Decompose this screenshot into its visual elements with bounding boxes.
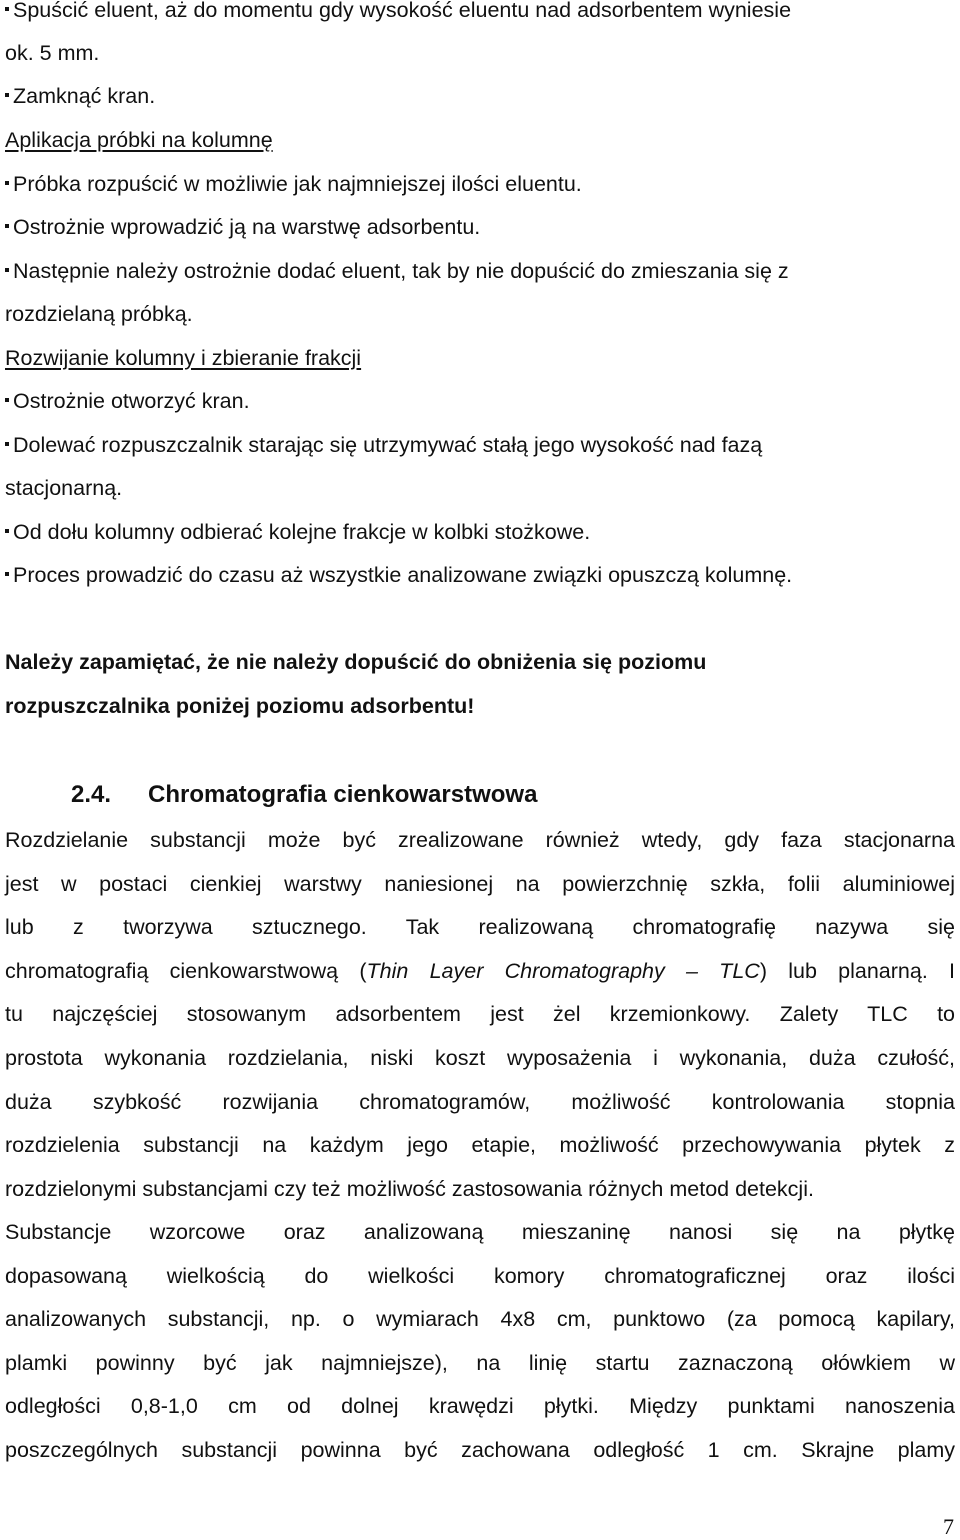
continuation-line: stacjonarną. [5, 476, 123, 500]
bullet-marker [5, 268, 9, 272]
bullet-line [5, 0, 791, 23]
bullet-marker [5, 224, 9, 228]
subheading-sample-application: Aplikacja próbki na kolumnę [5, 128, 273, 152]
bullet-marker [5, 529, 9, 533]
section-number: 2.4. [71, 781, 112, 808]
page-number: 7 [943, 1514, 954, 1539]
line-text: chromatografią cienkowarstwową ( [5, 959, 367, 983]
line-text: Próbka rozpuścić w możliwie jak najmniejszej ilości eluentu. [13, 172, 582, 196]
line-text: Od dołu kolumny odbierać kolejne frakcje w kolbki stożkowe. [13, 520, 591, 544]
bullet-line [5, 562, 792, 588]
line-text: Następnie należy ostrożnie dodać eluent, tak by nie dopuścić do zmieszania się z [13, 259, 789, 283]
line-text: Zamknąć kran. [13, 84, 156, 108]
line-text: Proces prowadzić do czasu aż wszystkie analizowane związki opuszczą kolumnę. [13, 563, 793, 587]
paragraph-line: plamki powinny być jak najmniejsze), na linię startu zaznaczoną ołówkiem w [5, 1351, 955, 1375]
line-text: Ostrożnie wprowadzić ją na warstwę adsorbentu. [13, 215, 481, 239]
warning-line: Należy zapamiętać, że nie należy dopuścić do obniżenia się poziomu [5, 650, 707, 674]
continuation-line: ok. 5 mm. [5, 41, 100, 65]
paragraph-line: duża szybkość rozwijania chromatogramów, możliwość kontrolowania stopnia [5, 1090, 955, 1114]
paragraph-line: prostota wykonania rozdzielania, niski koszt wyposażenia i wykonania, duża czułość, [5, 1046, 955, 1070]
tlc-term: Thin Layer Chromatography – TLC [366, 959, 760, 983]
line-text: Ostrożnie otworzyć kran. [13, 389, 250, 413]
paragraph-line: dopasowaną wielkością do wielkości komory chromatograficznej oraz ilości [5, 1264, 955, 1288]
line-text: ) lub planarną. I [759, 959, 956, 983]
bullet-line [5, 519, 590, 545]
paragraph-line: Rozdzielanie substancji może być zrealizowane również wtedy, gdy faza stacjonarna [5, 828, 955, 852]
bullet-line [5, 171, 582, 197]
paragraph-line: lub z tworzywa sztucznego. Tak realizowaną chromatografię nazywa się [5, 915, 955, 939]
paragraph-line: Substancje wzorcowe oraz analizowaną mieszaninę nanosi się na płytkę [5, 1220, 955, 1244]
paragraph-line: odległości 0,8-1,0 cm od dolnej krawędzi płytki. Między punktami nanoszenia [5, 1394, 955, 1418]
bullet-marker [5, 442, 9, 446]
bullet-line [5, 83, 155, 109]
warning-line: rozpuszczalnika poniżej poziomu adsorbentu! [5, 694, 475, 718]
bullet-line [5, 258, 789, 284]
bullet-marker [5, 181, 9, 185]
paragraph-line: rozdzielonymi substancjami czy też możliwość zastosowania różnych metod detekcji. [5, 1177, 814, 1201]
paragraph-line: rozdzielenia substancji na każdym jego etapie, możliwość przechowywania płytek z [5, 1133, 955, 1157]
continuation-line: rozdzielaną próbką. [5, 302, 193, 326]
bullet-marker [5, 572, 9, 576]
bullet-line [5, 388, 250, 414]
paragraph-line [5, 958, 955, 984]
paragraph-line: jest w postaci cienkiej warstwy naniesionej na powierzchnię szkła, folii aluminiowej [5, 872, 955, 896]
bullet-marker [5, 7, 9, 11]
paragraph-line: tu najczęściej stosowanym adsorbentem jest żel krzemionkowy. Zalety TLC to [5, 1002, 955, 1026]
line-text: Dolewać rozpuszczalnik starając się utrzymywać stałą jego wysokość nad fazą [13, 433, 763, 457]
paragraph-line: poszczególnych substancji powinna być zachowana odległość 1 cm. Skrajne plamy [5, 1438, 955, 1462]
bullet-marker [5, 398, 9, 402]
paragraph-line: analizowanych substancji, np. o wymiarach 4x8 cm, punktowo (za pomocą kapilary, [5, 1307, 955, 1331]
line-text: Spuścić eluent, aż do momentu gdy wysokość eluentu nad adsorbentem wyniesie [13, 0, 792, 22]
bullet-line [5, 214, 480, 240]
bullet-marker [5, 93, 9, 97]
subheading-column-development: Rozwijanie kolumny i zbieranie frakcji [5, 346, 362, 370]
bullet-line [5, 432, 762, 458]
section-title: Chromatografia cienkowarstwowa [148, 781, 538, 808]
